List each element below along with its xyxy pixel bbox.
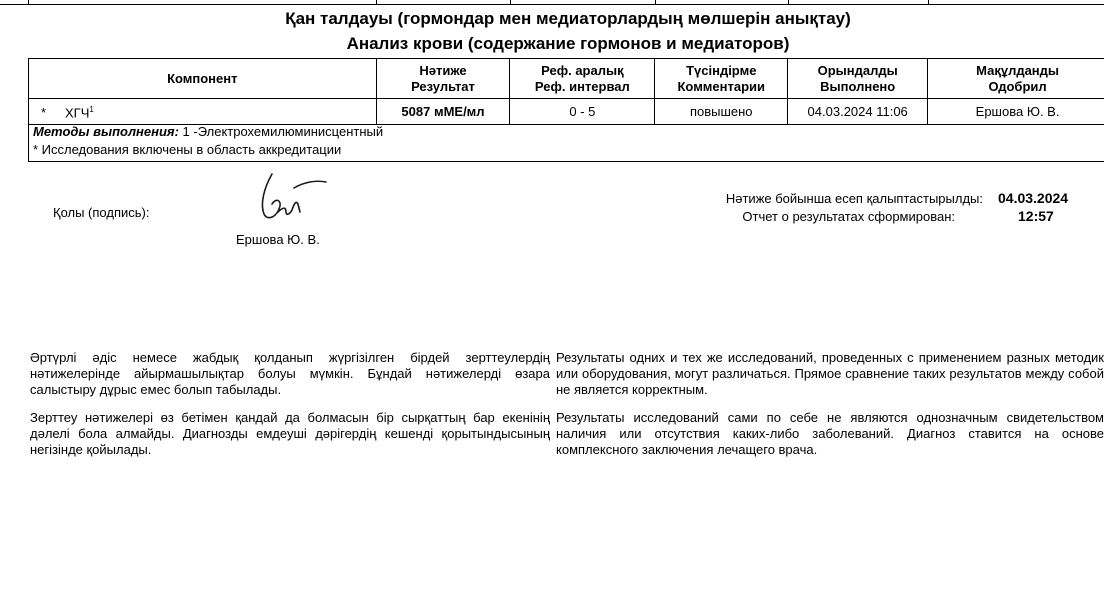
header-done: Орындалды Выполнено	[788, 59, 928, 99]
disclaimer-ru-2: Результаты исследований сами по себе не являются однозначным свидетельством наличия или отсутствия каких-либо заболеваний. Диагноз ставится на основе комплексного заключения лечащего врача.	[556, 410, 1104, 457]
header-ref: Реф. аралық Реф. интервал	[510, 59, 655, 99]
signature-image	[248, 170, 328, 230]
report-label-kz: Нәтиже бойынша есеп қалыптастырылды:	[725, 191, 983, 206]
methods-value: 1 -Электрохемилюминисцентный	[182, 124, 384, 139]
page-title-kz: Қан талдауы (гормондар мен медиаторлардың мөлшерін анықтау)	[285, 9, 851, 28]
page-title-ru: Анализ крови (содержание гормонов и медиаторов)	[346, 34, 790, 53]
results-table	[28, 58, 1104, 125]
accreditation-note: * Исследования включены в область аккредитации	[33, 142, 342, 157]
report-date: 04.03.2024	[998, 190, 1069, 206]
table-header-row	[29, 59, 1104, 99]
report-time: 12:57	[1018, 208, 1054, 224]
cell-comment: повышено	[655, 99, 788, 125]
top-rule	[0, 0, 1104, 6]
signature-name: Ершова Ю. В.	[236, 232, 320, 247]
disclaimer-kz-1: Әртүрлі әдіс немесе жабдық қолданып жүргізілген бірдей зерттеулердің нәтижелерінде айырмашылықтар болуы мүмкін. Бұндай нәтижелерді өзара салыстыру дұрыс емес болып табылады.	[30, 350, 550, 397]
methods-label: Методы выполнения:	[33, 124, 179, 139]
header-result: Нәтиже Результат	[376, 59, 510, 99]
header-component: Компонент	[29, 59, 377, 99]
header-approved: Мақұлданды Одобрил	[928, 59, 1104, 99]
header-comment: Түсіндірме Комментарии	[655, 59, 788, 99]
signature-label: Қолы (подпись):	[53, 205, 150, 220]
cell-approved: Ершова Ю. В.	[928, 99, 1104, 125]
cell-result: 5087 мМЕ/мл	[376, 99, 510, 125]
cell-ref: 0 - 5	[510, 99, 655, 125]
report-label-ru: Отчет о результатах сформирован:	[742, 209, 955, 224]
disclaimer-ru-1: Результаты одних и тех же исследований, проведенных с применением разных методик или оборудования, могут различаться. Прямое сравнение таких результатов между собой не является корректным.	[556, 350, 1104, 397]
disclaimer-kz-2: Зерттеу нәтижелері өз бетімен қандай да болмасын бір сырқаттың бар екенінің дәлелі бола алмайды. Диагнозды емдеуші дәрігердің кешенді қорытындысының негізінде қойылады.	[30, 410, 550, 457]
cell-done: 04.03.2024 11:06	[788, 99, 928, 125]
accreditation-mark: *	[41, 105, 47, 121]
methods-block	[28, 121, 1104, 162]
cell-component: * ХГЧ$^1$	[29, 99, 377, 125]
